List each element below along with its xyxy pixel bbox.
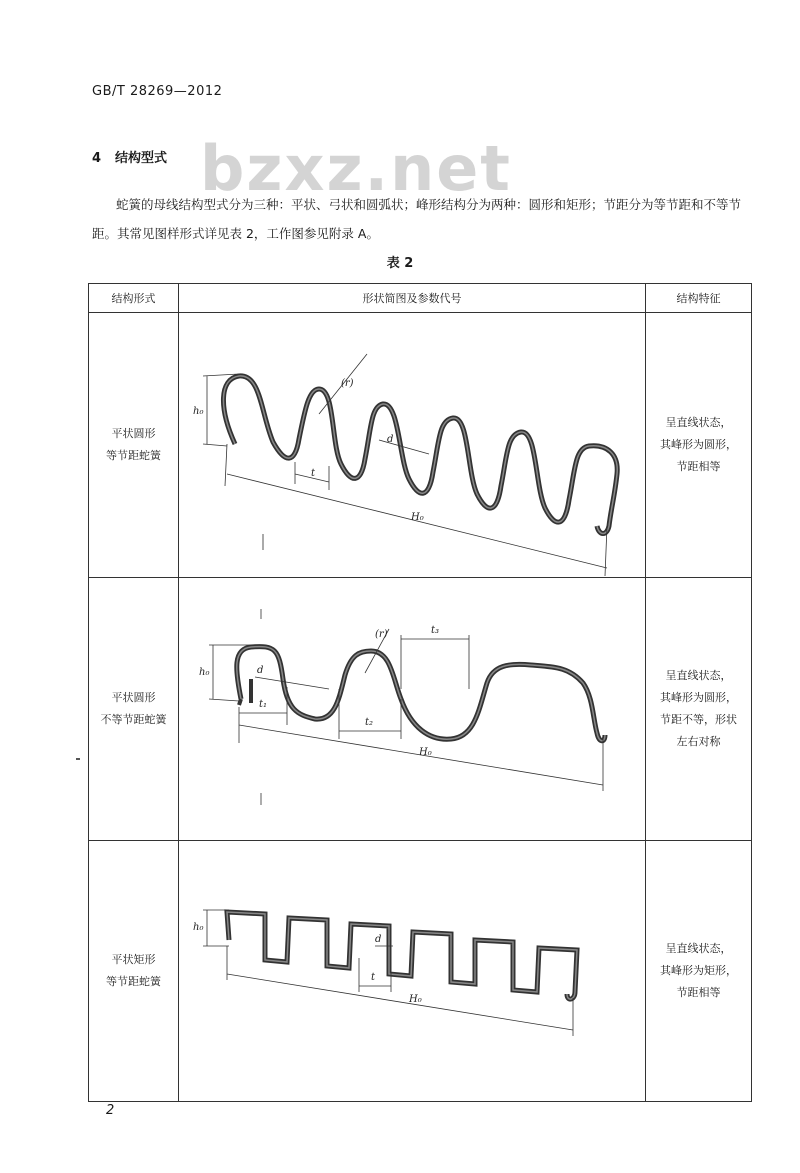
wire-diameter-label: d bbox=[256, 665, 264, 676]
shape-diagram-cell bbox=[178, 841, 645, 1102]
scan-artifact bbox=[76, 758, 80, 760]
spring-structure-table bbox=[88, 283, 752, 1102]
wire-diameter-label: d bbox=[386, 434, 394, 445]
height-label: h₀ bbox=[192, 922, 204, 933]
watermark: bzxz.net bbox=[200, 132, 512, 205]
overall-length-dimension-line bbox=[225, 444, 607, 576]
form-line: 平状圆形 bbox=[111, 427, 156, 440]
form-line: 平状矩形 bbox=[111, 953, 156, 966]
structure-form-cell bbox=[89, 841, 179, 1102]
structure-feature-cell bbox=[645, 313, 751, 578]
spring-wire-inner bbox=[227, 912, 577, 999]
overall-length-label: H₀ bbox=[418, 747, 432, 758]
structure-feature-cell bbox=[645, 578, 751, 841]
diameter-leader-line bbox=[255, 677, 329, 689]
round-equal-pitch-spring-diagram bbox=[179, 314, 645, 576]
feature-line: 其峰形为矩形， bbox=[659, 964, 737, 977]
body-paragraph: 蛇簧的母线结构型式分为三种：平状、弓状和圆弧状；峰形结构分为两种：圆形和矩形；节距分为等节距和不等节距。其常见图样形式详见表 2，工作图参见附录 A。 bbox=[92, 197, 742, 241]
table-header-row bbox=[89, 284, 752, 313]
overall-length-label: H₀ bbox=[410, 512, 424, 523]
radius-label: (r) bbox=[374, 629, 388, 640]
feature-line: 节距相等 bbox=[676, 986, 721, 999]
feature-line: 呈直线状态， bbox=[665, 416, 732, 429]
header-structure-feature: 结构特征 bbox=[645, 284, 751, 313]
section-number: 4 bbox=[92, 151, 102, 166]
form-line: 平状圆形 bbox=[111, 691, 156, 704]
round-unequal-pitch-spring-diagram bbox=[179, 579, 645, 839]
structure-form-cell bbox=[89, 578, 179, 841]
table-row bbox=[89, 578, 752, 841]
pitch-t1-label: t₁ bbox=[258, 699, 267, 710]
structure-form-cell bbox=[89, 313, 179, 578]
form-line: 不等节距蛇簧 bbox=[100, 713, 167, 726]
spring-wire bbox=[237, 647, 605, 741]
spring-wire bbox=[227, 912, 577, 999]
form-line: 等节距蛇簧 bbox=[105, 975, 161, 988]
wire-diameter-label: d bbox=[374, 934, 382, 945]
header-shape-diagram: 形状简图及参数代号 bbox=[178, 284, 645, 313]
feature-line: 呈直线状态， bbox=[665, 942, 732, 955]
feature-line: 节距相等 bbox=[676, 460, 721, 473]
height-label: h₀ bbox=[192, 406, 204, 417]
section-heading bbox=[92, 147, 167, 166]
shape-diagram-cell bbox=[178, 578, 645, 841]
table-row bbox=[89, 841, 752, 1102]
rectangular-equal-pitch-spring-diagram bbox=[179, 842, 645, 1100]
shape-diagram-cell bbox=[178, 313, 645, 578]
form-line: 等节距蛇簧 bbox=[105, 449, 161, 462]
standard-code: GB/T 28269—2012 bbox=[92, 84, 223, 99]
pitch-label: t bbox=[370, 972, 375, 983]
radius-label: (r) bbox=[340, 378, 354, 389]
height-label: h₀ bbox=[198, 667, 210, 678]
feature-line: 呈直线状态， bbox=[665, 669, 732, 682]
feature-line: 左右对称 bbox=[676, 735, 721, 748]
overall-length-label: H₀ bbox=[408, 994, 422, 1005]
structure-feature-cell bbox=[645, 841, 751, 1102]
spring-wire-inner bbox=[223, 376, 617, 534]
height-dimension-line bbox=[209, 645, 251, 701]
pitch-t3-label: t₃ bbox=[430, 625, 439, 636]
page-number: 2 bbox=[106, 1103, 115, 1118]
feature-line: 其峰形为圆形， bbox=[659, 438, 737, 451]
pitch-t2-dimension-line bbox=[339, 689, 401, 739]
section-title: 结构型式 bbox=[115, 151, 168, 166]
pitch-label: t bbox=[310, 468, 315, 479]
feature-line: 节距不等，形状 bbox=[659, 713, 737, 726]
feature-line: 其峰形为圆形， bbox=[659, 691, 737, 704]
pitch-t2-label: t₂ bbox=[364, 717, 373, 728]
pitch-t3-dimension-line bbox=[401, 635, 469, 689]
table-row bbox=[89, 313, 752, 578]
table-caption: 表 2 bbox=[386, 256, 414, 271]
header-structure-form: 结构形式 bbox=[89, 284, 179, 313]
